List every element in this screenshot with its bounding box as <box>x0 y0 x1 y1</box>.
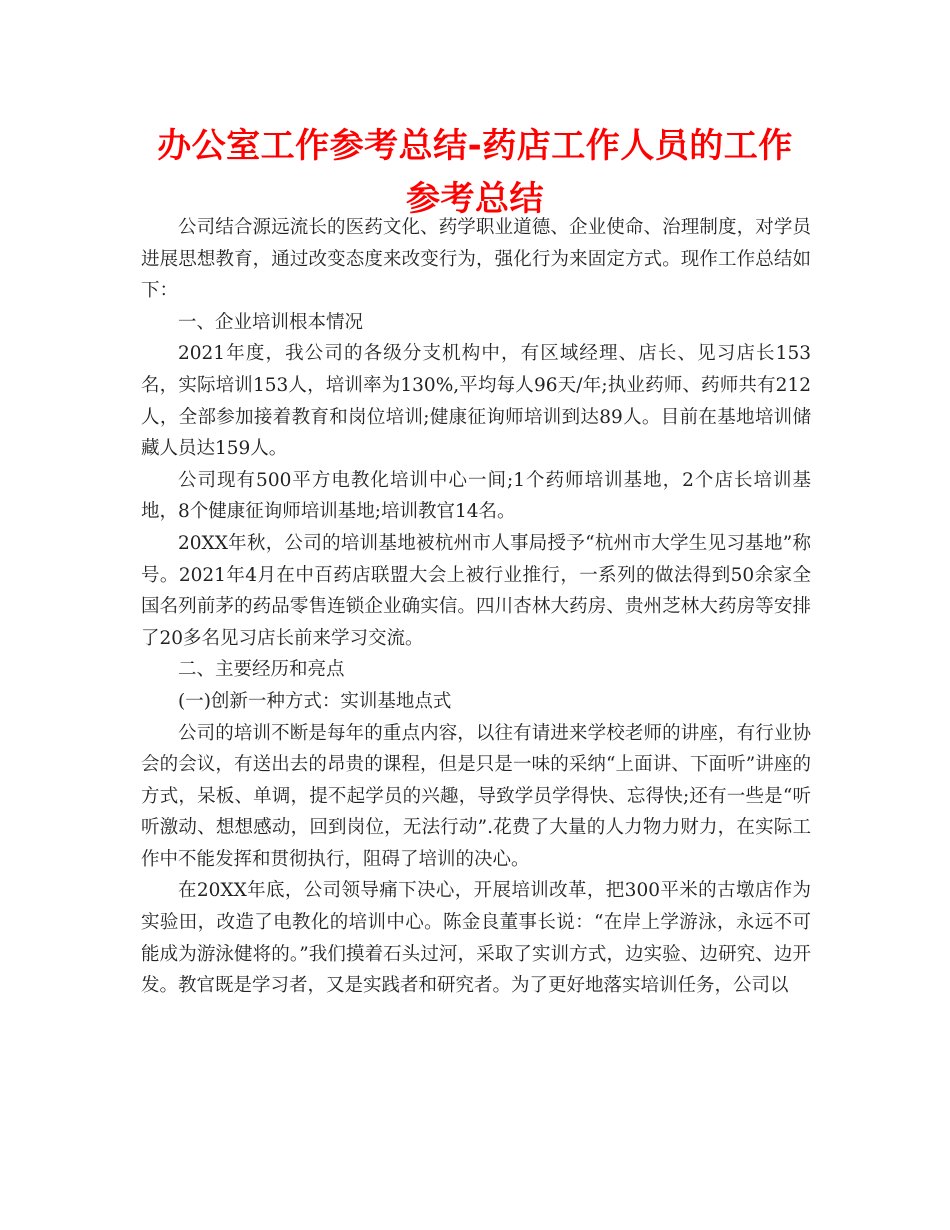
paragraph-training-facilities: 公司现有500平方电教化培训中心一间;1个药师培训基地，2个店长培训基地，8个健康征询师培训基地;培训教官14名。 <box>141 469 811 523</box>
section-heading-2: 二、主要经历和亮点 <box>178 659 345 681</box>
paragraph-reform: 在20XX年底，公司领导痛下决心，开展培训改革，把300平米的古墩店作为实验田，改造了电教化的培训中心。陈金良董事长说：“在岸上学游泳，永远不可能成为游泳健将的。”我们摸着石头过河，采取了实训方式，边实验、边研究、边开发。教官既是学习者，又是实践者和研究者。为了更好地落实培训任务，公司以 <box>141 880 811 997</box>
paragraph-training-stats: 2021年度，我公司的各级分支机构中，有区域经理、店长、见习店长153名，实际培训153人，培训率为130%,平均每人96天/年;执业药师、药师共有212人，全部参加接着教育和岗位培训;健康征询师培训到达89人。目前在基地培训储藏人员达159人。 <box>141 343 811 460</box>
document-body <box>141 212 811 1002</box>
paragraph-intro: 公司结合源远流长的医药文化、药学职业道德、企业使命、治理制度，对学员进展思想教育，通过改变态度来改变行为，强化行为来固定方式。现作工作总结如下： <box>141 217 811 302</box>
section-heading-1: 一、企业培训根本情况 <box>178 311 364 333</box>
document-title: 办公室工作参考总结-药店工作人员的工作参考总结 <box>157 126 793 219</box>
subsection-heading-1: (一)创新一种方式：实训基地点式 <box>178 690 452 712</box>
paragraph-past-training: 公司的培训不断是每年的重点内容，以往有请进来学校老师的讲座，有行业协会的会议，有送出去的昂贵的课程，但是只是一味的采纳“上面讲、下面听”讲座的方式，呆板、单调，提不起学员的兴趣，导致学员学得快、忘得快;还有一些是“听听激动、想想感动，回到岗位，无法行动”.花费了大量的人力物力财力，在实际工作中不能发挥和贯彻执行，阻碍了培训的决心。 <box>141 722 811 870</box>
paragraph-recognition: 20XX年秋，公司的培训基地被杭州市人事局授予“杭州市大学生见习基地”称号。2021年4月在中百药店联盟大会上被行业推行，一系列的做法得到50余家全国名列前茅的药品零售连锁企业确实信。四川杏林大药房、贵州芝林大药房等安排了20多名见习店长前来学习交流。 <box>141 532 811 649</box>
